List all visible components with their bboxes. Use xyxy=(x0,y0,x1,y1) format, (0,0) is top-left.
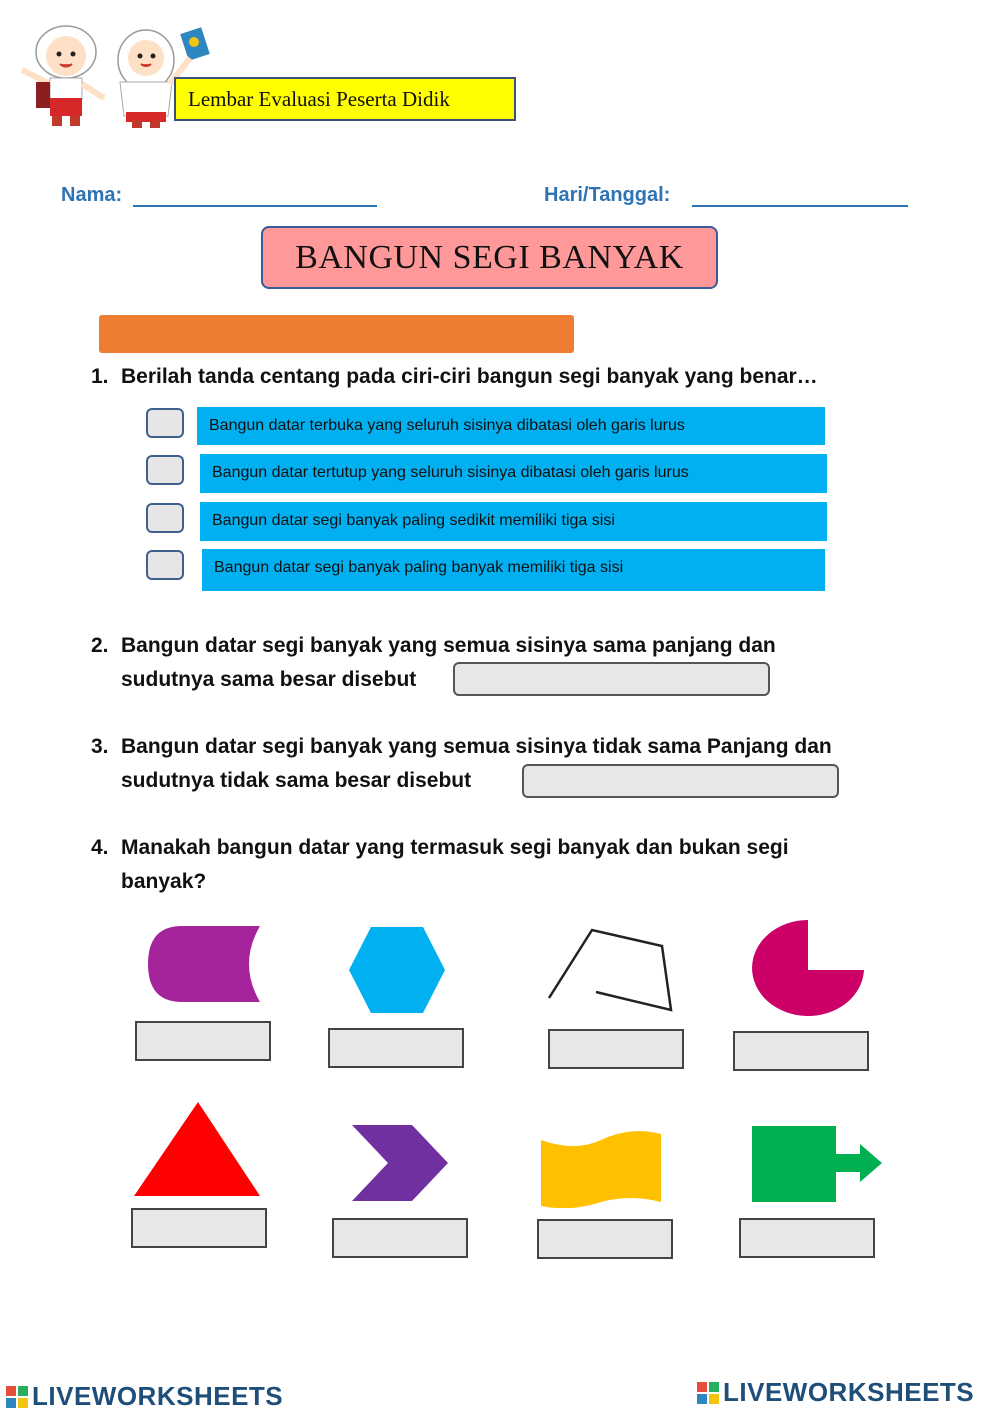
question-2-line-2: sudutnya sama besar disebut xyxy=(121,668,417,691)
shape-5-answer-box[interactable] xyxy=(131,1208,267,1248)
question-3-line-2: sudutnya tidak sama besar disebut xyxy=(121,769,472,792)
question-2-number: 2. xyxy=(91,634,109,657)
option-4: Bangun datar segi banyak paling banyak memiliki tiga sisi xyxy=(202,549,825,591)
name-label-text: Nama: xyxy=(61,184,123,206)
shape-2-answer-box[interactable] xyxy=(328,1028,464,1068)
shape-7-answer-box[interactable] xyxy=(537,1219,673,1259)
shape-yellow-wave xyxy=(539,1128,663,1208)
question-4-line-2: banyak? xyxy=(121,870,207,893)
date-label xyxy=(544,184,670,207)
question-1-number: 1. xyxy=(91,365,109,388)
worksheet-title: BANGUN SEGI BANYAK xyxy=(261,226,718,289)
option-1-checkbox[interactable] xyxy=(146,408,184,438)
shape-blue-hexagon xyxy=(347,925,447,1015)
question-4-line-1: Manakah bangun datar yang termasuk segi banyak dan bukan segi xyxy=(121,836,789,859)
question-3-line-1: Bangun datar segi banyak yang semua sisinya tidak sama Panjang dan xyxy=(121,735,832,758)
footer-brand-left: LIVEWORKSHEETS xyxy=(32,1381,284,1411)
option-1: Bangun datar terbuka yang seluruh sisinya dibatasi oleh garis lurus xyxy=(197,407,825,445)
question-1-text: Berilah tanda centang pada ciri-ciri bangun segi banyak yang benar… xyxy=(121,365,818,388)
date-input-line[interactable] xyxy=(692,205,908,207)
question-1 xyxy=(91,360,941,394)
footer-brand-right: LIVEWORKSHEETS xyxy=(723,1377,975,1407)
shape-1-answer-box[interactable] xyxy=(135,1021,271,1061)
question-2-answer-input[interactable] xyxy=(453,662,770,696)
question-2-line-1: Bangun datar segi banyak yang semua sisinya sama panjang dan xyxy=(121,634,776,657)
shape-magenta-sector xyxy=(748,918,868,1020)
option-2: Bangun datar tertutup yang seluruh sisinya dibatasi oleh garis lurus xyxy=(200,454,827,493)
name-input-line[interactable] xyxy=(133,205,377,207)
shape-violet-chevron xyxy=(350,1123,450,1203)
question-4-number: 4. xyxy=(91,836,109,859)
shape-purple-curved xyxy=(146,924,262,1004)
question-4 xyxy=(91,831,941,899)
shape-3-answer-box[interactable] xyxy=(548,1029,684,1069)
question-3-number: 3. xyxy=(91,735,109,758)
option-3-checkbox[interactable] xyxy=(146,503,184,533)
name-label xyxy=(61,184,122,207)
option-2-checkbox[interactable] xyxy=(146,455,184,485)
shape-4-answer-box[interactable] xyxy=(733,1031,869,1071)
footer-logo-right xyxy=(697,1377,974,1408)
footer-logo-left xyxy=(6,1381,283,1412)
shape-red-triangle xyxy=(132,1100,262,1198)
date-label-text: Hari/Tanggal: xyxy=(544,184,671,206)
shape-green-arrow-square xyxy=(750,1124,884,1204)
shape-8-answer-box[interactable] xyxy=(739,1218,875,1258)
question-3-answer-input[interactable] xyxy=(522,764,839,798)
worksheet-header-title: Lembar Evaluasi Peserta Didik xyxy=(174,77,516,121)
option-4-checkbox[interactable] xyxy=(146,550,184,580)
option-3: Bangun datar segi banyak paling sedikit memiliki tiga sisi xyxy=(200,502,827,541)
logo-icon-right xyxy=(697,1382,719,1404)
logo-icon-left xyxy=(6,1386,28,1408)
decorative-bar xyxy=(99,315,574,353)
shape-6-answer-box[interactable] xyxy=(332,1218,468,1258)
shape-open-polyline xyxy=(545,926,675,1016)
